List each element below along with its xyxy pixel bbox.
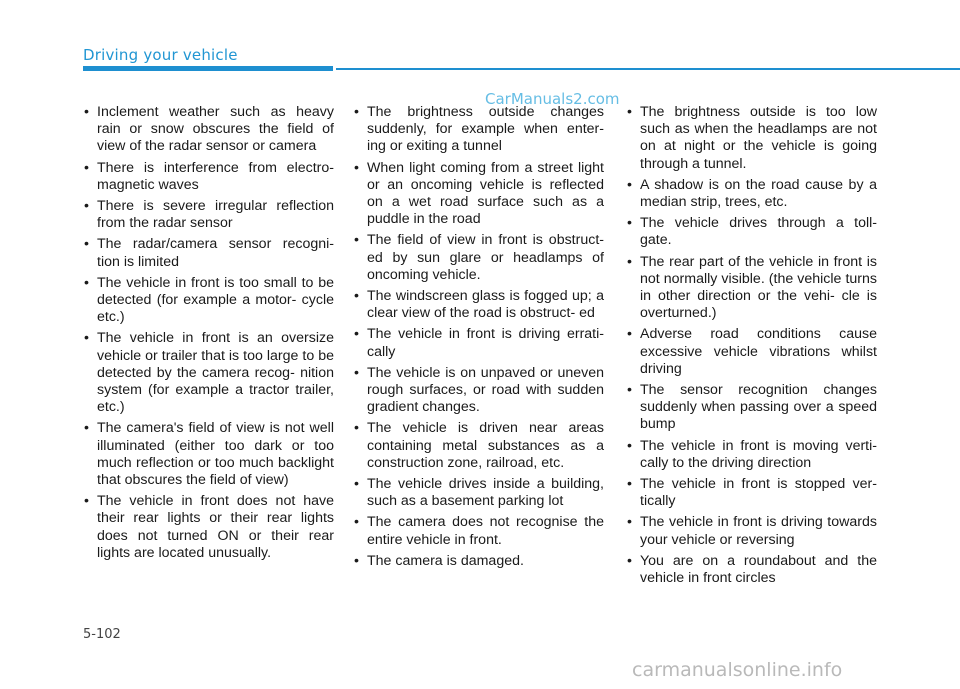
list-item-text: There is severe irregular reflection from the radar sensor [97, 198, 334, 232]
list-item-text: The field of view in front is obstruct- ed by sun glare or headlamps of oncoming vehicle. [367, 232, 604, 283]
bullet-dot: • [84, 198, 89, 215]
list-item-text: The sensor recognition changes suddenly when passing over a speed bump [640, 382, 877, 433]
list-item [626, 514, 877, 548]
page-number: 5-102 [83, 627, 121, 642]
bullet-dot: • [354, 288, 359, 305]
bullet-dot: • [84, 493, 89, 510]
header-rule-thick [83, 66, 333, 71]
list-item [353, 104, 604, 156]
list-item-text: The vehicle in front is moving verti- cally to the driving direction [640, 437, 877, 471]
list-item [626, 476, 877, 510]
bullet-dot: • [84, 236, 89, 253]
list-item [626, 215, 877, 249]
list-item-text: The camera is damaged. [367, 552, 524, 569]
bullet-dot: • [627, 437, 632, 454]
list-item [626, 254, 877, 323]
bullet-column-3 [626, 104, 877, 591]
list-item-text: The vehicle is driven near areas containing metal substances as a construction zone, railroad, etc. [367, 420, 604, 471]
list-item-text: The brightness outside is too low such as when the headlamps are not on at night or the vehicle is going through a tunnel. [640, 104, 877, 172]
list-item-text: The vehicle in front is driving errati- cally [367, 326, 604, 360]
list-item [353, 160, 604, 229]
list-item [626, 438, 877, 472]
list-item-text: The windscreen glass is fogged up; a clear view of the road is obstruct- ed [367, 288, 604, 322]
bullet-dot: • [627, 104, 632, 120]
bullet-dot: • [84, 330, 89, 347]
list-item [83, 330, 334, 416]
list-item-text: Inclement weather such as heavy rain or snow obscures the field of view of the radar sensor or camera [97, 104, 334, 155]
list-item [353, 476, 604, 510]
list-item [353, 365, 604, 417]
list-item [353, 514, 604, 548]
bullet-dot: • [354, 104, 359, 120]
section-title: Driving your vehicle [83, 46, 238, 64]
bullet-column-2 [353, 104, 604, 574]
bullet-dot: • [354, 420, 359, 437]
bullet-dot: • [627, 514, 632, 531]
list-item-text: Adverse road conditions cause excessive vehicle vibrations whilst driving [640, 326, 877, 377]
list-item [83, 236, 334, 270]
bullet-dot: • [627, 215, 632, 232]
list-item [626, 553, 877, 587]
list-item [83, 160, 334, 194]
list-item [353, 288, 604, 322]
bullet-dot: • [354, 552, 359, 569]
list-item [626, 104, 877, 173]
list-item-text: The camera does not recognise the entire vehicle in front. [367, 514, 604, 548]
bullet-dot: • [84, 159, 89, 176]
bullet-dot: • [627, 382, 632, 399]
list-item-text: You are on a roundabout and the vehicle in front circles [640, 552, 877, 587]
list-item [83, 420, 334, 489]
list-item [83, 275, 334, 327]
list-item [626, 177, 877, 211]
list-item [353, 420, 604, 472]
bullet-dot: • [627, 176, 632, 193]
list-item-text: There is interference from electro- magnetic waves [97, 159, 334, 193]
watermark-top: CarManuals2.com [485, 90, 620, 108]
bullet-column-1 [83, 104, 334, 566]
list-item-text: The brightness outside changes suddenly, for example when enter- ing or exiting a tunnel [367, 104, 604, 155]
bullet-dot: • [354, 364, 359, 381]
list-item [353, 553, 604, 570]
list-item-text: The camera's field of view is not well illuminated (either too dark or too much reflection or too much backlight that obscures the field of view) [97, 420, 334, 489]
bullet-dot: • [354, 159, 359, 176]
list-item [83, 198, 334, 232]
bullet-dot: • [627, 326, 632, 343]
list-item-text: The vehicle in front is an oversize vehicle or trailer that is too large to be detected by the camera recog- nition system (for example a tractor trailer, etc.) [97, 330, 334, 416]
bullet-dot: • [627, 253, 632, 270]
list-item-text: A shadow is on the road cause by a median strip, trees, etc. [640, 176, 877, 211]
list-item-text: The vehicle in front does not have their rear lights or their rear lights does not turned ON or their rear lights are located unusually. [97, 493, 334, 561]
bullet-dot: • [84, 274, 89, 291]
bullet-dot: • [354, 514, 359, 531]
watermark-bottom: carmanualsonline.info [632, 659, 843, 681]
list-item [353, 326, 604, 360]
list-item [353, 232, 604, 284]
bullet-dot: • [354, 476, 359, 493]
list-item-text: The radar/camera sensor recogni- tion is limited [97, 236, 334, 270]
bullet-dot: • [84, 104, 89, 120]
bullet-dot: • [84, 420, 89, 437]
list-item [626, 326, 877, 378]
list-item-text: The vehicle in front is too small to be detected (for example a motor- cycle etc.) [97, 274, 334, 326]
list-item [626, 382, 877, 434]
list-item [83, 104, 334, 156]
list-item-text: The vehicle in front is driving towards your vehicle or reversing [640, 514, 877, 548]
list-item-text: The vehicle drives inside a building, such as a basement parking lot [367, 476, 604, 510]
list-item-text: The vehicle drives through a toll- gate. [640, 215, 877, 249]
bullet-dot: • [354, 326, 359, 343]
list-item-text: When light coming from a street light or an oncoming vehicle is reflected on a wet road surface such as a puddle in the road [367, 159, 604, 228]
list-item [83, 493, 334, 562]
bullet-dot: • [354, 232, 359, 249]
bullet-dot: • [627, 476, 632, 493]
list-item-text: The rear part of the vehicle in front is not normally visible. (the vehicle turns in other direction or the vehi- cle is overturned.) [640, 253, 877, 322]
list-item-text: The vehicle is on unpaved or uneven rough surfaces, or road with sudden gradient changes. [367, 364, 604, 416]
list-item-text: The vehicle in front is stopped ver- tically [640, 476, 877, 510]
header-rule-thin [336, 68, 960, 70]
bullet-dot: • [627, 552, 632, 569]
